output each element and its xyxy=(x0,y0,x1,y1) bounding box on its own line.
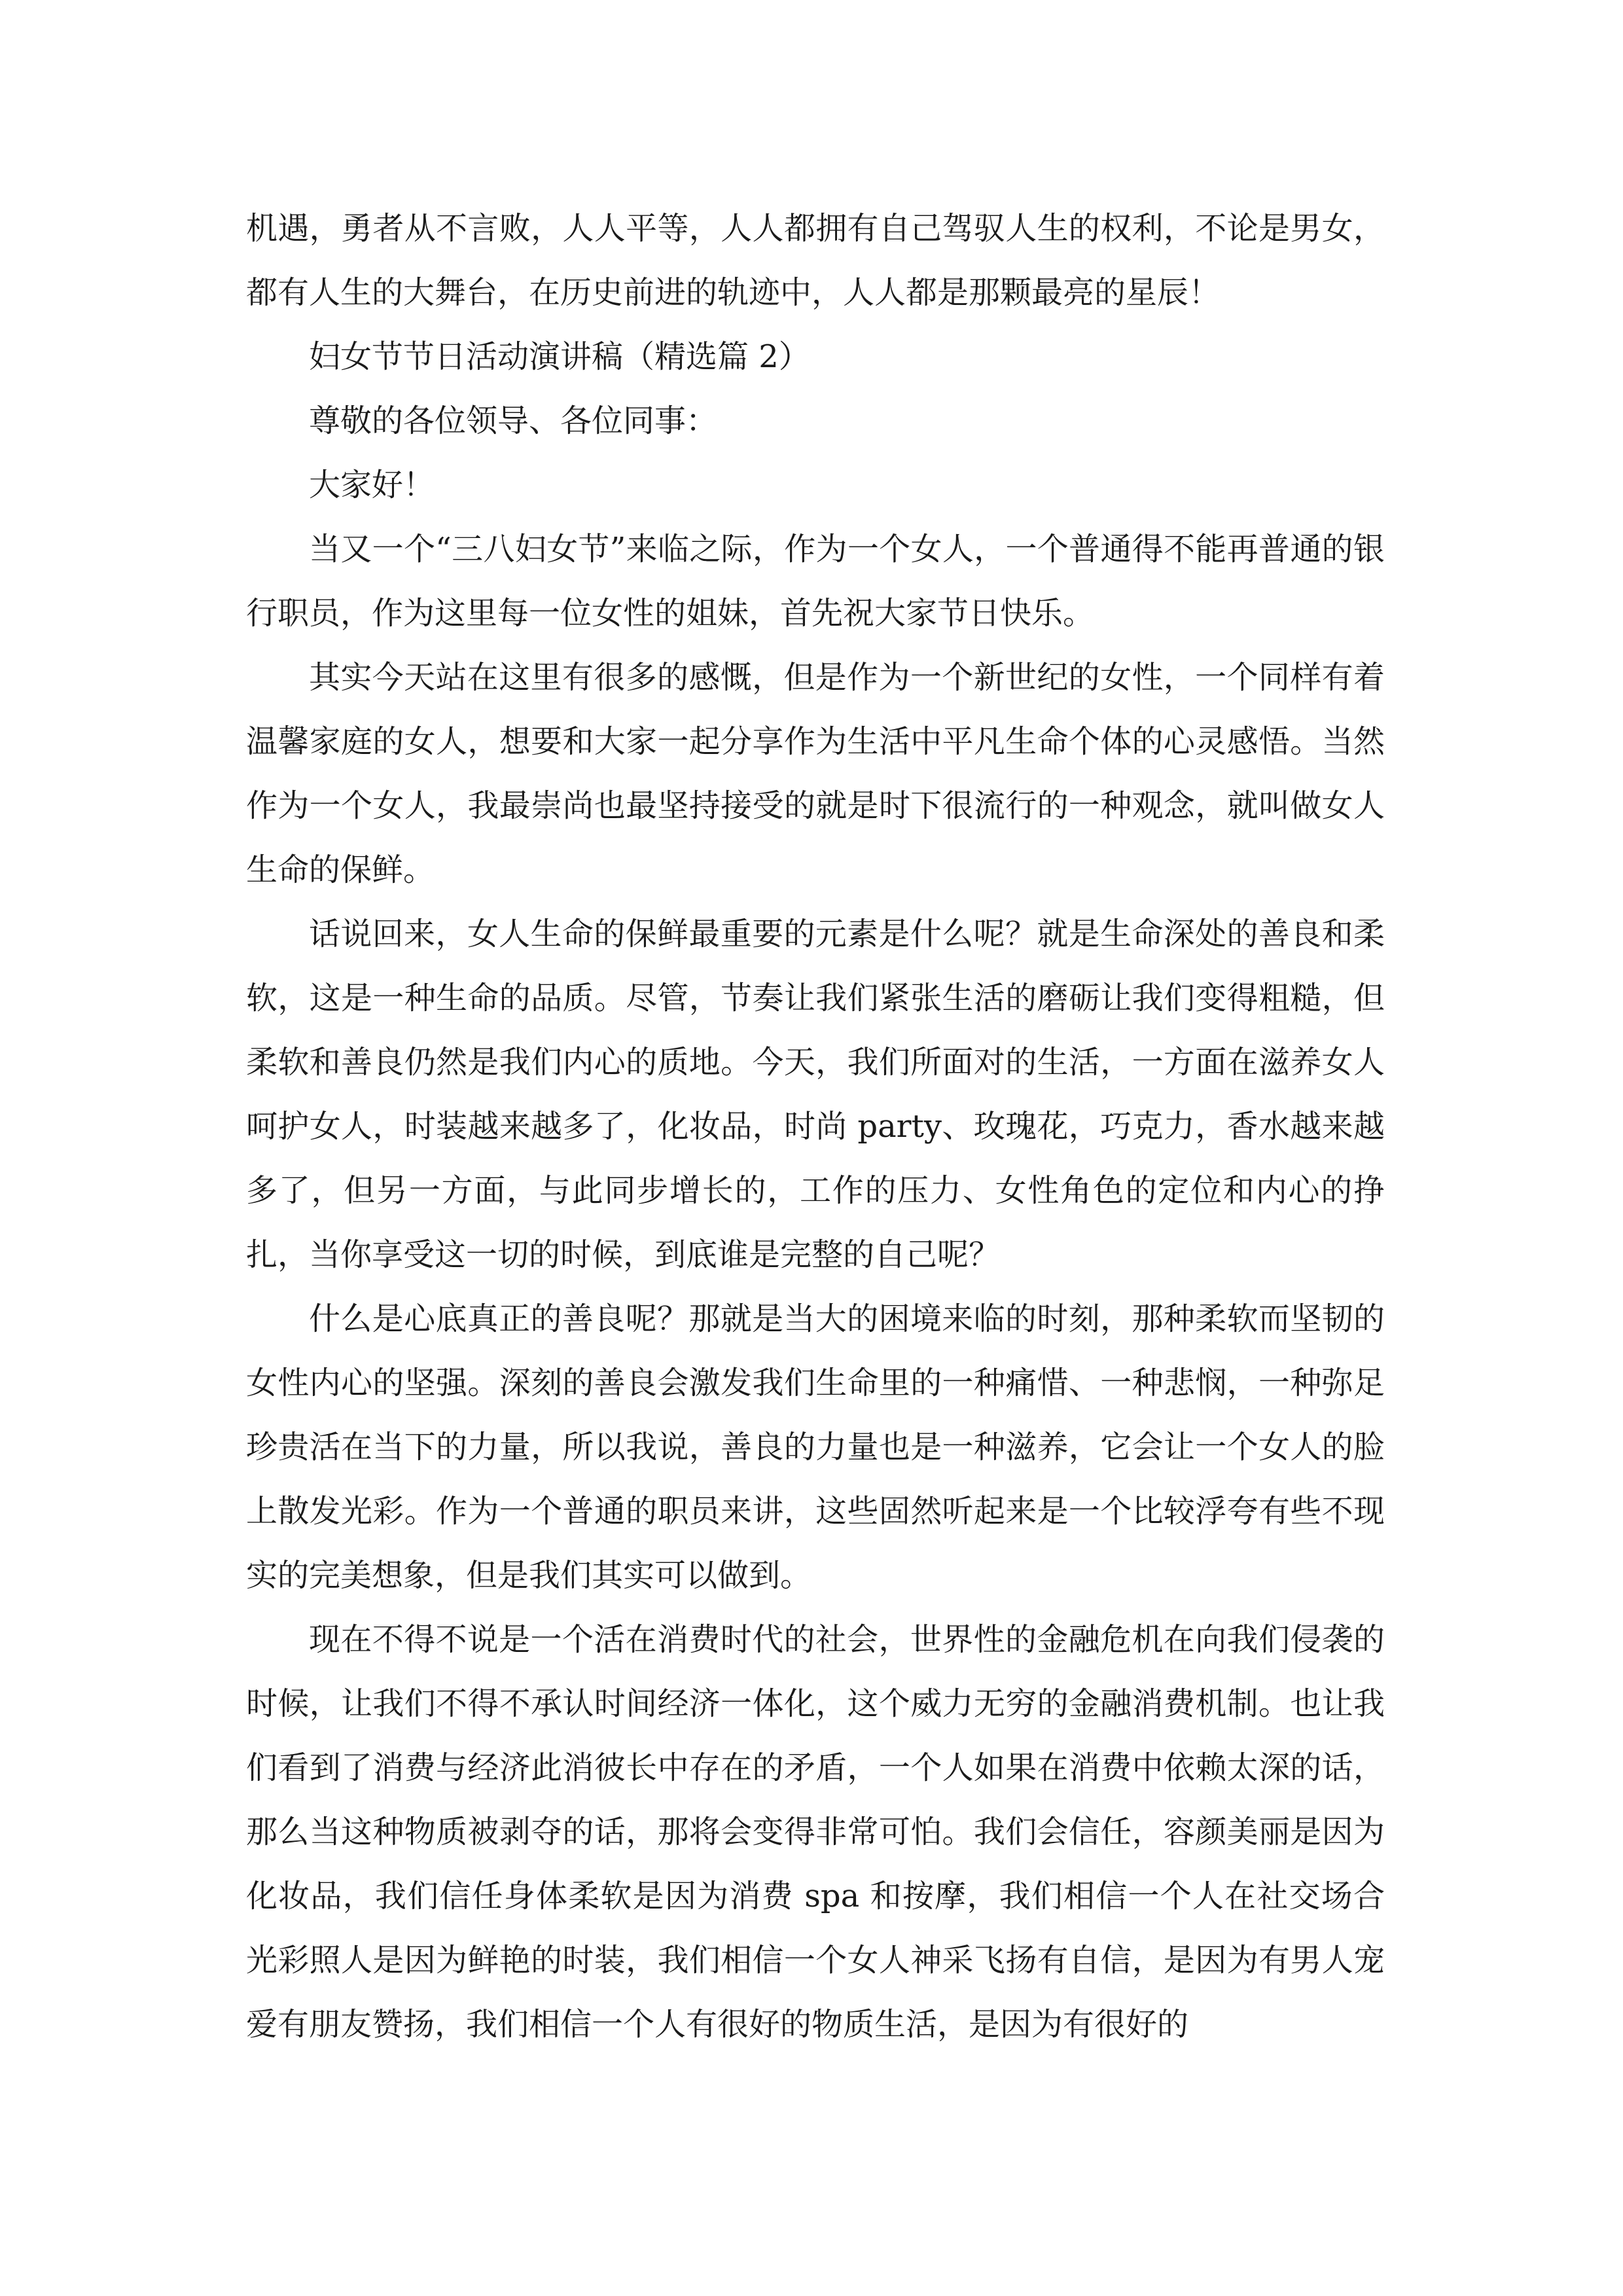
paragraph: 当又一个“三八妇女节”来临之际，作为一个女人，一个普通得不能再普通的银行职员，作为这里每一位女性的姐妹，首先祝大家节日快乐。 xyxy=(246,531,1385,632)
paragraph-continuation: 机遇，勇者从不言败，人人平等，人人都拥有自己驾驭人生的权利，不论是男女，都有人生的大舞台，在历史前进的轨迹中，人人都是那颗最亮的星辰！ xyxy=(246,210,1385,311)
section-title: 妇女节节日活动演讲稿（精选篇 2） xyxy=(309,338,810,375)
paragraph: 什么是心底真正的善良呢？那就是当大的困境来临的时刻，那种柔软而坚韧的女性内心的坚强。深刻的善良会激发我们生命里的一种痛惜、一种悲悯，一种弥足珍贵活在当下的力量，所以我说，善良的力量也是一种滋养，它会让一个女人的脸上散发光彩。作为一个普通的职员来讲，这些固然听起来是一个比较浮夸有些不现实的完美想象，但是我们其实可以做到。 xyxy=(246,1300,1385,1594)
salutation: 尊敬的各位领导、各位同事： xyxy=(309,403,718,439)
paragraph: 其实今天站在这里有很多的感慨，但是作为一个新世纪的女性，一个同样有着温馨家庭的女人，想要和大家一起分享作为生活中平凡生命个体的心灵感悟。当然作为一个女人，我最崇尚也最坚持接受的就是时下很流行的一种观念，就叫做女人生命的保鲜。 xyxy=(246,659,1385,888)
greeting: 大家好！ xyxy=(309,467,435,503)
paragraph: 现在不得不说是一个活在消费时代的社会，世界性的金融危机在向我们侵袭的时候，让我们不得不承认时间经济一体化，这个威力无穷的金融消费机制。也让我们看到了消费与经济此消彼长中存在的矛盾，一个人如果在消费中依赖太深的话，那么当这种物质被剥夺的话，那将会变得非常可怕。我们会信任，容颜美丽是因为化妆品，我们信任身体柔软是因为消费 spa 和按摩，我们相信一个人在社交场合光彩照人是因为鲜艳的时装，我们相信一个女人神采飞扬有自信，是因为有男人宠爱有朋友赞扬，我们相信一个人有很好的物质生活，是因为有很好的 xyxy=(246,1621,1385,2043)
document-body xyxy=(246,196,1385,2056)
paragraph: 话说回来，女人生命的保鲜最重要的元素是什么呢？就是生命深处的善良和柔软，这是一种生命的品质。尽管，节奏让我们紧张生活的磨砺让我们变得粗糙，但柔软和善良仍然是我们内心的质地。今天，我们所面对的生活，一方面在滋养女人呵护女人，时装越来越多了，化妆品，时尚 party、玫瑰花，巧克力，香水越来越多了，但另一方面，与此同步增长的，工作的压力、女性角色的定位和内心的挣扎，当你享受这一切的时候，到底谁是完整的自己呢？ xyxy=(246,916,1385,1273)
